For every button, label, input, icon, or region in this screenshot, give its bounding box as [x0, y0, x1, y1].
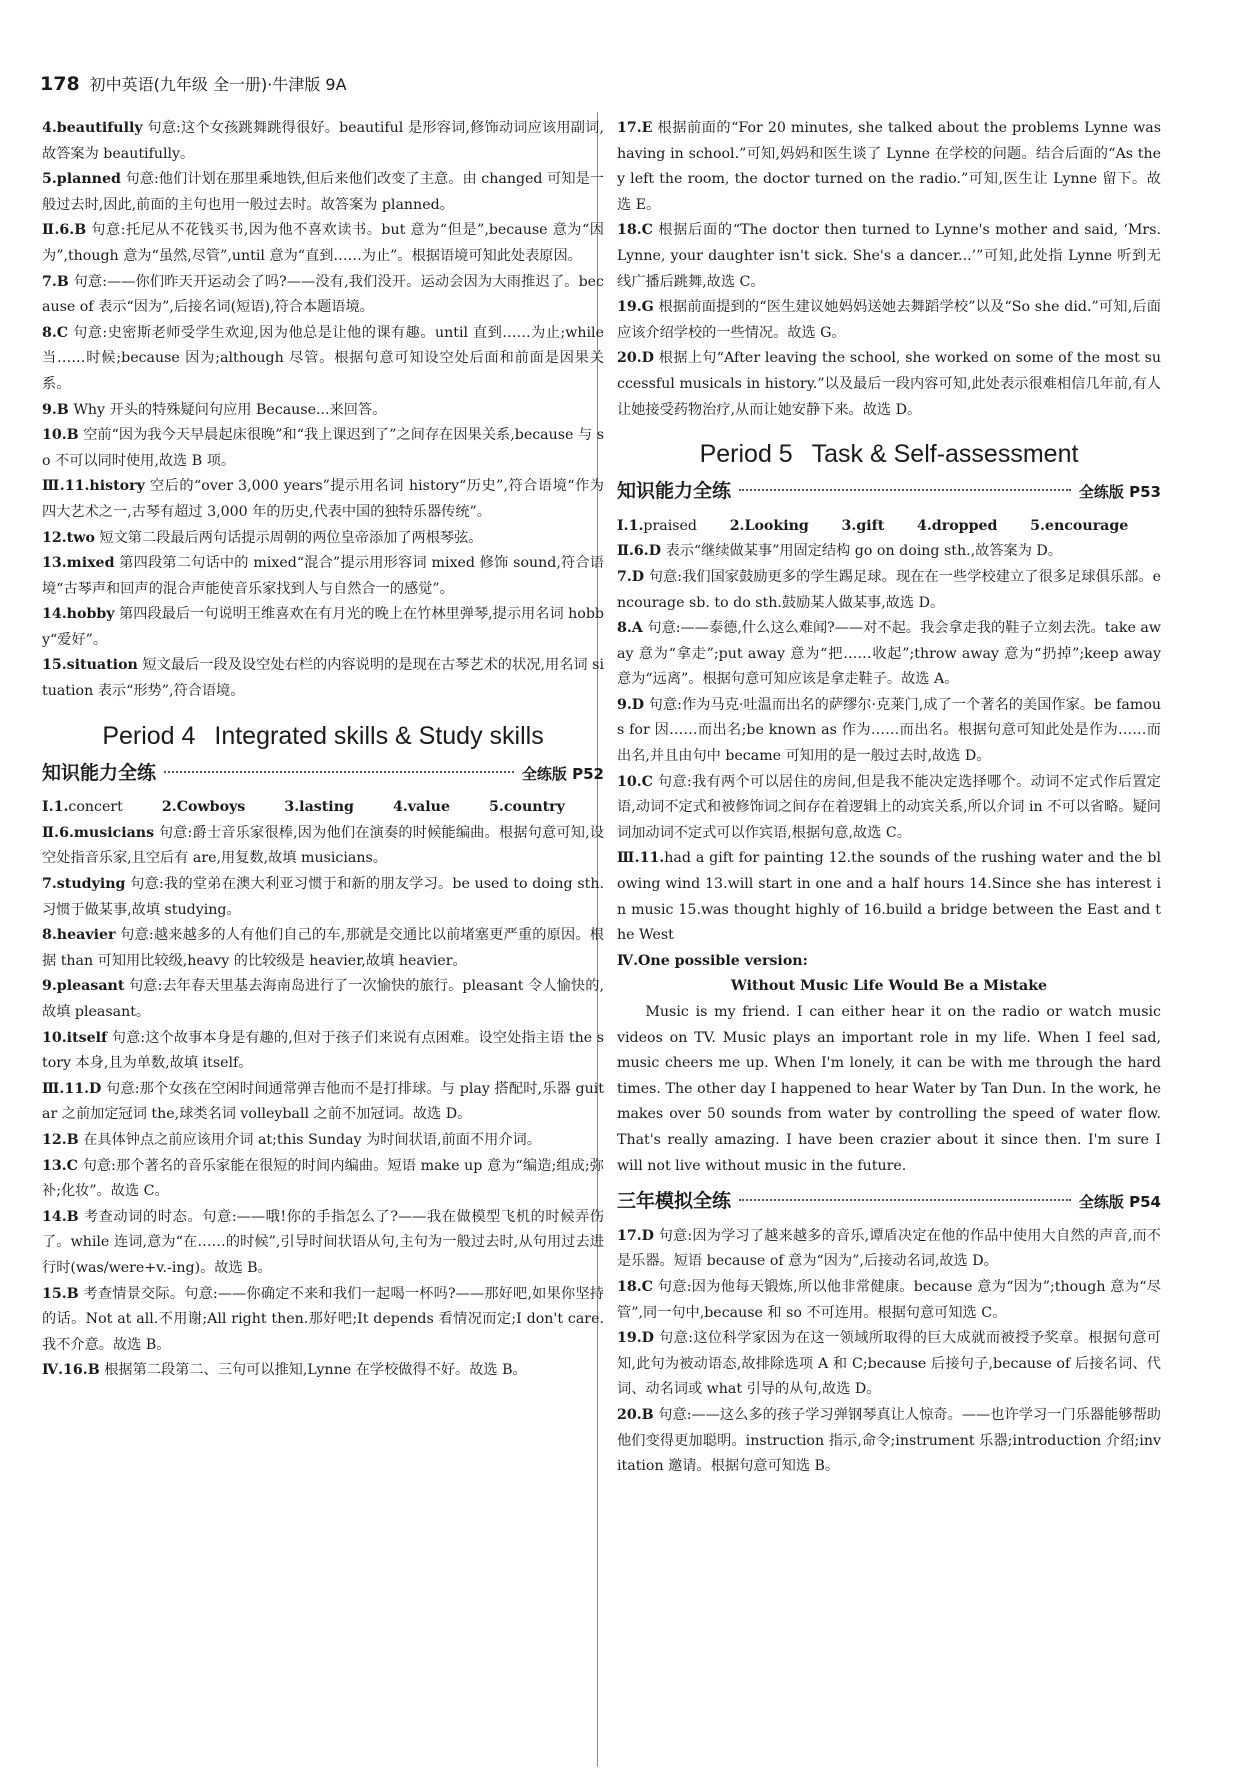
answer-item [42, 423, 604, 474]
answer-item [42, 270, 604, 321]
answer-number: 15.B [42, 1285, 79, 1302]
answer-item [617, 770, 1161, 847]
answer-item [617, 565, 1161, 616]
answer-number: 8.heavier [42, 927, 116, 944]
period-4-heading: Period 4 Integrated skills & Study skills [102, 721, 544, 750]
answer-explanation: 句意:去年春天里基去海南岛进行了一次愉快的旅行。pleasant 令人愉快的,故填 pleasant。 [42, 978, 604, 1020]
answer-row: Ⅰ.1.praised 2.Looking 3.gift 4.dropped 5.encourage [617, 517, 1129, 534]
answer-number: 10.C [617, 773, 653, 790]
answer-explanation: 表示“继续做某事”用固定结构 go on doing sth.,故答案为 D。 [661, 543, 1062, 560]
essay-body: Music is my friend. I can either hear it on the radio or watch music videos on TV. Music plays an important role in my life. When I feel sad, music cheers me up. When I'm lonely, it can be with me through the hard times. The other day I happened to hear Water by Tan Dun. In the work, he makes over 50 sounds from water by controlling the speed of water flow. That's really amazing. I have been crazier about it since then. I'm sure I will not live without music in the future. [617, 1004, 1161, 1174]
answer-number: 17.D [617, 1227, 654, 1244]
answer-item [42, 1128, 604, 1154]
answer-number: 20.D [617, 350, 654, 367]
answer-number: Ⅱ.6.D [617, 543, 662, 560]
answer-number: 10.B [42, 427, 79, 444]
answer-explanation: 短文最后一段及设空处右栏的内容说明的是现在古琴艺术的状况,用名词 situation 表示“形势”,符合语境。 [42, 657, 604, 700]
answer-explanation: 考查情景交际。句意:——你确定不来和我们一起喝一杯吗?——那好吧,如果你坚持的话。Not at all.不用谢;All right then.那好吧;It depends 看情况而定;I don't care.我不介意。故选 B。 [42, 1285, 604, 1353]
answer-explanation: 根据后面的“The doctor then turned to Lynne's mother and said, ‘Mrs. Lynne, your daughter isn't sick. She's a dancer...’”可知,此处指 Lynne 听到无线广播后跳舞,故选 C。 [617, 222, 1161, 290]
answer-item [42, 398, 604, 424]
answer-list [617, 116, 1161, 423]
answer-explanation: 句意:爵士音乐家很棒,因为他们在演奏的时候能编曲。根据句意可知,设空处指音乐家,且空后有 are,用复数,故填 musicians。 [42, 824, 605, 867]
answer-item [42, 821, 604, 872]
book-title: 初中英语(九年级 全一册)·牛津版 9A [89, 75, 347, 94]
answer-item [617, 116, 1161, 218]
answer-item [42, 1282, 604, 1359]
answer-number: 8.A [617, 620, 643, 637]
answer-explanation: 空后的“over 3,000 years”提示用名词 history“历史”,符合语境“作为四大艺术之一,古琴有超过 3,000 年的历史,代表中国的独特乐器传统”。 [42, 478, 604, 520]
answer-explanation: 句意:我有两个可以居住的房间,但是我不能决定选择哪个。动词不定式作后置定语,动词不定式和被修饰词之间存在着逻辑上的动宾关系,所以介词 in 不可以省略。疑问词加动词不定式可以作宾语,根据句意,故选 C。 [617, 773, 1161, 841]
answer-explanation: 句意:我的堂弟在澳大利亚习惯于和新的朋友学习。be used to doing sth.习惯于做某事,故填 studying。 [42, 876, 604, 918]
answer-explanation: 句意:——这么多的孩子学习弹钢琴真让人惊奇。——也许学习一门乐器能够帮助他们变得更加聪明。instruction 指示,命令;instrument 乐器;introduction 介绍;invitation 邀请。根据句意可知选 B。 [617, 1406, 1161, 1475]
answer-explanation: 句意:因为学习了越来越多的音乐,谭盾决定在他的作品中使用大自然的声音,而不是乐器。短语 because of 意为“因为”,后接动名词,故选 D。 [617, 1227, 1161, 1270]
answer-explanation: 短文第二段最后两句话提示周朝的两位皇帝添加了两根琴弦。 [94, 529, 483, 546]
answer-number: 10.itself [42, 1029, 108, 1046]
answer-item [617, 539, 1161, 565]
answer-number: 18.C [617, 1278, 653, 1295]
answer-number: 5.planned [42, 171, 121, 188]
page-number: 178 [40, 73, 80, 95]
answer-explanation: had a gift for painting 12.the sounds of the rushing water and the blowing wind 13.will start in one and a half hours 14.Since she has interest in music 15.was thought highly of 16.build a bridge between the East and the West [617, 850, 1161, 944]
answer-number: 7.studying [42, 876, 126, 893]
answer-item [617, 1403, 1161, 1480]
answer-list [42, 821, 604, 1384]
answer-number: 18.C [617, 222, 653, 239]
answer-item [42, 551, 604, 602]
answer-item [42, 116, 604, 167]
dotted-leader [164, 771, 514, 773]
answer-explanation: 句意:这个女孩跳舞跳得很好。beautiful 是形容词,修饰动词应该用副词,故答案为 beautifully。 [42, 120, 604, 162]
answer-item [42, 1077, 604, 1128]
answer-number: 9.D [617, 696, 645, 713]
answer-explanation: 句意:——你们昨天开运动会了吗?——没有,我们没开。运动会因为大雨推迟了。because of 表示“因为”,后接名词(短语),符合本题语境。 [42, 273, 604, 316]
answer-item [42, 218, 604, 269]
section-heading: 知识能力全练 全练版 P52 [42, 761, 604, 784]
answer-number: 17.E [617, 120, 653, 136]
essay-label: Ⅳ.One possible version: [617, 952, 808, 969]
answer-explanation: 根据上句“After leaving the school, she worked on some of the most successful musicals in history.”以及最后一段内容可知,此处表示很难相信几年前,有人让她接受药物治疗,从而让她安静下来。故选 D。 [617, 350, 1161, 418]
answer-explanation: 句意:那个著名的音乐家能在很短的时间内编曲。短语 make up 意为“编造;组成;弥补;化妆”。故选 C。 [42, 1157, 604, 1200]
answer-item [42, 1358, 604, 1384]
answer-item [42, 974, 604, 1025]
section-heading: 知识能力全练 全练版 P53 [617, 480, 1161, 503]
answer-item [42, 167, 604, 218]
answer-number: 12.two [42, 529, 95, 546]
answer-explanation: 句意:史密斯老师受学生欢迎,因为他总是让他的课有趣。until 直到……为止;while 当……时候;because 因为;although 尽管。根据句意可知设空处后面和前面是因果关系。 [42, 324, 604, 392]
answer-item [42, 872, 604, 923]
answer-number: 9.pleasant [42, 978, 125, 995]
answer-item [617, 846, 1161, 948]
answer-explanation: 第四段第二句话中的 mixed“混合”提示用形容词 mixed 修饰 sound,符合语境“古琴声和回声的混合声能使音乐家找到人与自然合一的感觉”。 [42, 555, 604, 597]
answer-explanation: 根据前面的“For 20 minutes, she talked about the problems Lynne was having in school.”可知,妈妈和医生谈了 Lynne 在学校的问题。结合后面的“As they left the room, the doctor turned on the radio.”可知,医生让 Lynne 留下。故选 E。 [617, 120, 1161, 213]
answer-explanation: 句意:越来越多的人有他们自己的车,那就是交通比以前堵塞更严重的原因。根据 than 可知用比较级,heavy 的比较级是 heavier,故填 heavier。 [42, 927, 604, 969]
answer-explanation: 句意:那个女孩在空闲时间通常弹吉他而不是打排球。与 play 搭配时,乐器 guitar 之前加定冠词 the,球类名词 volleyball 之前不加冠词。故选 D。 [42, 1080, 604, 1123]
dotted-leader [739, 489, 1071, 491]
answer-explanation: 句意:这位科学家因为在这一领域所取得的巨大成就而被授予奖章。根据句意可知,此句为被动语态,故排除选项 A 和 C;because 后接句子,because of 后接名词、代词、动名词或 what 引导的从句,故选 D。 [617, 1330, 1161, 1398]
answer-number: 15.situation [42, 657, 138, 674]
answer-number: Ⅲ.11. [617, 850, 665, 867]
answer-number: 19.G [617, 299, 654, 316]
answer-number: Ⅳ.16.B [42, 1362, 100, 1379]
answer-explanation: 句意:他们计划在那里乘地铁,但后来他们改变了主意。由 changed 可知是一般过去时,因此,前面的主句也用一般过去时。故答案为 planned。 [42, 171, 604, 213]
answer-explanation: 在具体钟点之前应该用介词 at;this Sunday 为时间状语,前面不用介词。 [78, 1131, 541, 1148]
answer-row: Ⅰ.1.concert 2.Cowboys 3.lasting 4.value 5.country [42, 799, 565, 816]
answer-item [617, 295, 1161, 346]
answer-item [42, 1026, 604, 1077]
answer-item [42, 602, 604, 653]
answer-item [42, 923, 604, 974]
answer-number: 14.B [42, 1208, 79, 1225]
answer-item [42, 653, 604, 704]
answer-number: Ⅲ.11.D [42, 1080, 102, 1097]
answer-item [617, 1275, 1161, 1326]
answer-item [42, 1154, 604, 1205]
answer-explanation: 空前“因为我今天早晨起床很晚”和“我上课迟到了”之间存在因果关系,because 与 so 不可以同时使用,故选 B 项。 [42, 427, 604, 469]
answer-explanation: 第四段最后一句说明王维喜欢在有月光的晚上在竹林里弹琴,提示用名词 hobby“爱好”。 [42, 606, 604, 648]
page-header [40, 72, 347, 100]
answer-number: Ⅱ.6.B [42, 222, 87, 239]
answer-explanation: 根据第二段第二、三句可以推知,Lynne 在学校做得不好。故选 B。 [99, 1362, 527, 1379]
answer-item [617, 616, 1161, 693]
answer-item [42, 526, 604, 552]
section-heading: 三年模拟全练 全练版 P54 [617, 1190, 1161, 1213]
answer-number: 19.D [617, 1330, 654, 1347]
answer-number: 14.hobby [42, 606, 115, 623]
answer-item [42, 321, 604, 398]
answer-explanation: 句意:作为马克·吐温而出名的萨缪尔·克莱门,成了一个著名的美国作家。be famous for 因……而出名;be known as 作为……而出名。根据句意可知此处是作为……而出名,并且由句中 became 可知用的是一般过去时,故选 D。 [617, 696, 1161, 765]
answer-list [42, 116, 604, 705]
answer-list [617, 1224, 1161, 1480]
answer-item [617, 218, 1161, 295]
answer-explanation: 考查动词的时态。句意:——哦!你的手指怎么了?——我在做模型飞机的时候弄伤了。while 连词,意为“在……的时候”,引导时间状语从句,主句为一般过去时,从句用过去进行时(was/were+v.-ing)。故选 B。 [42, 1208, 604, 1276]
answer-number: 4.beautifully [42, 120, 143, 136]
answer-item [617, 693, 1161, 770]
answer-number: 9.B [42, 401, 69, 418]
left-column [42, 116, 604, 1384]
answer-number: 8.C [42, 324, 69, 341]
answer-number: 13.C [42, 1157, 78, 1174]
answer-number: Ⅲ.11.history [42, 478, 145, 495]
answer-list [617, 539, 1161, 949]
answer-explanation: 根据前面提到的“医生建议她妈妈送她去舞蹈学校”以及“So she did.”可知,后面应该介绍学校的一些情况。故选 G。 [617, 299, 1161, 341]
answer-explanation: 句意:因为他每天锻炼,所以他非常健康。because 意为“因为”;though 意为“尽管”,同一句中,because 和 so 不可连用。根据句意可知选 C。 [617, 1278, 1161, 1321]
right-column [617, 116, 1161, 1480]
answer-number: Ⅱ.6.musicians [42, 824, 155, 841]
answer-explanation: 句意:托尼从不花钱买书,因为他不喜欢读书。but 意为“但是”,because 意为“因为”,though 意为“虽然,尽管”,until 意为“直到……为止”。根据语境可知此处表原因。 [42, 222, 604, 264]
answer-item [617, 1224, 1161, 1275]
answer-item [617, 346, 1161, 423]
essay-title: Without Music Life Would Be a Mistake [730, 978, 1048, 995]
answer-explanation: 句意:我们国家鼓励更多的学生踢足球。现在在一些学校建立了很多足球俱乐部。encourage sb. to do sth.鼓励某人做某事,故选 D。 [617, 568, 1161, 611]
answer-explanation: 句意:这个故事本身是有趣的,但对于孩子们来说有点困难。设空处指主语 the story 本身,且为单数,故填 itself。 [42, 1029, 604, 1072]
answer-item [42, 474, 604, 525]
answer-number: 7.B [42, 273, 69, 290]
answer-explanation: 句意:——泰德,什么这么难闻?——对不起。我会拿走我的鞋子立刻去洗。take away 意为“拿走”;put away 意为“把……收起”;throw away 意为“扔掉”;keep away 意为“远离”。根据句意可知应该是拿走鞋子。故选 A。 [617, 620, 1161, 688]
dotted-leader [739, 1199, 1071, 1201]
answer-number: 12.B [42, 1131, 79, 1148]
period-5-heading: Period 5 Task & Self-assessment [699, 440, 1079, 469]
answer-item [42, 1205, 604, 1282]
answer-item [617, 1326, 1161, 1403]
answer-explanation: Why 开头的特殊疑问句应用 Because...来回答。 [68, 401, 387, 418]
answer-number: 20.B [617, 1406, 654, 1423]
answer-number: 13.mixed [42, 555, 115, 572]
answer-number: 7.D [617, 568, 645, 585]
